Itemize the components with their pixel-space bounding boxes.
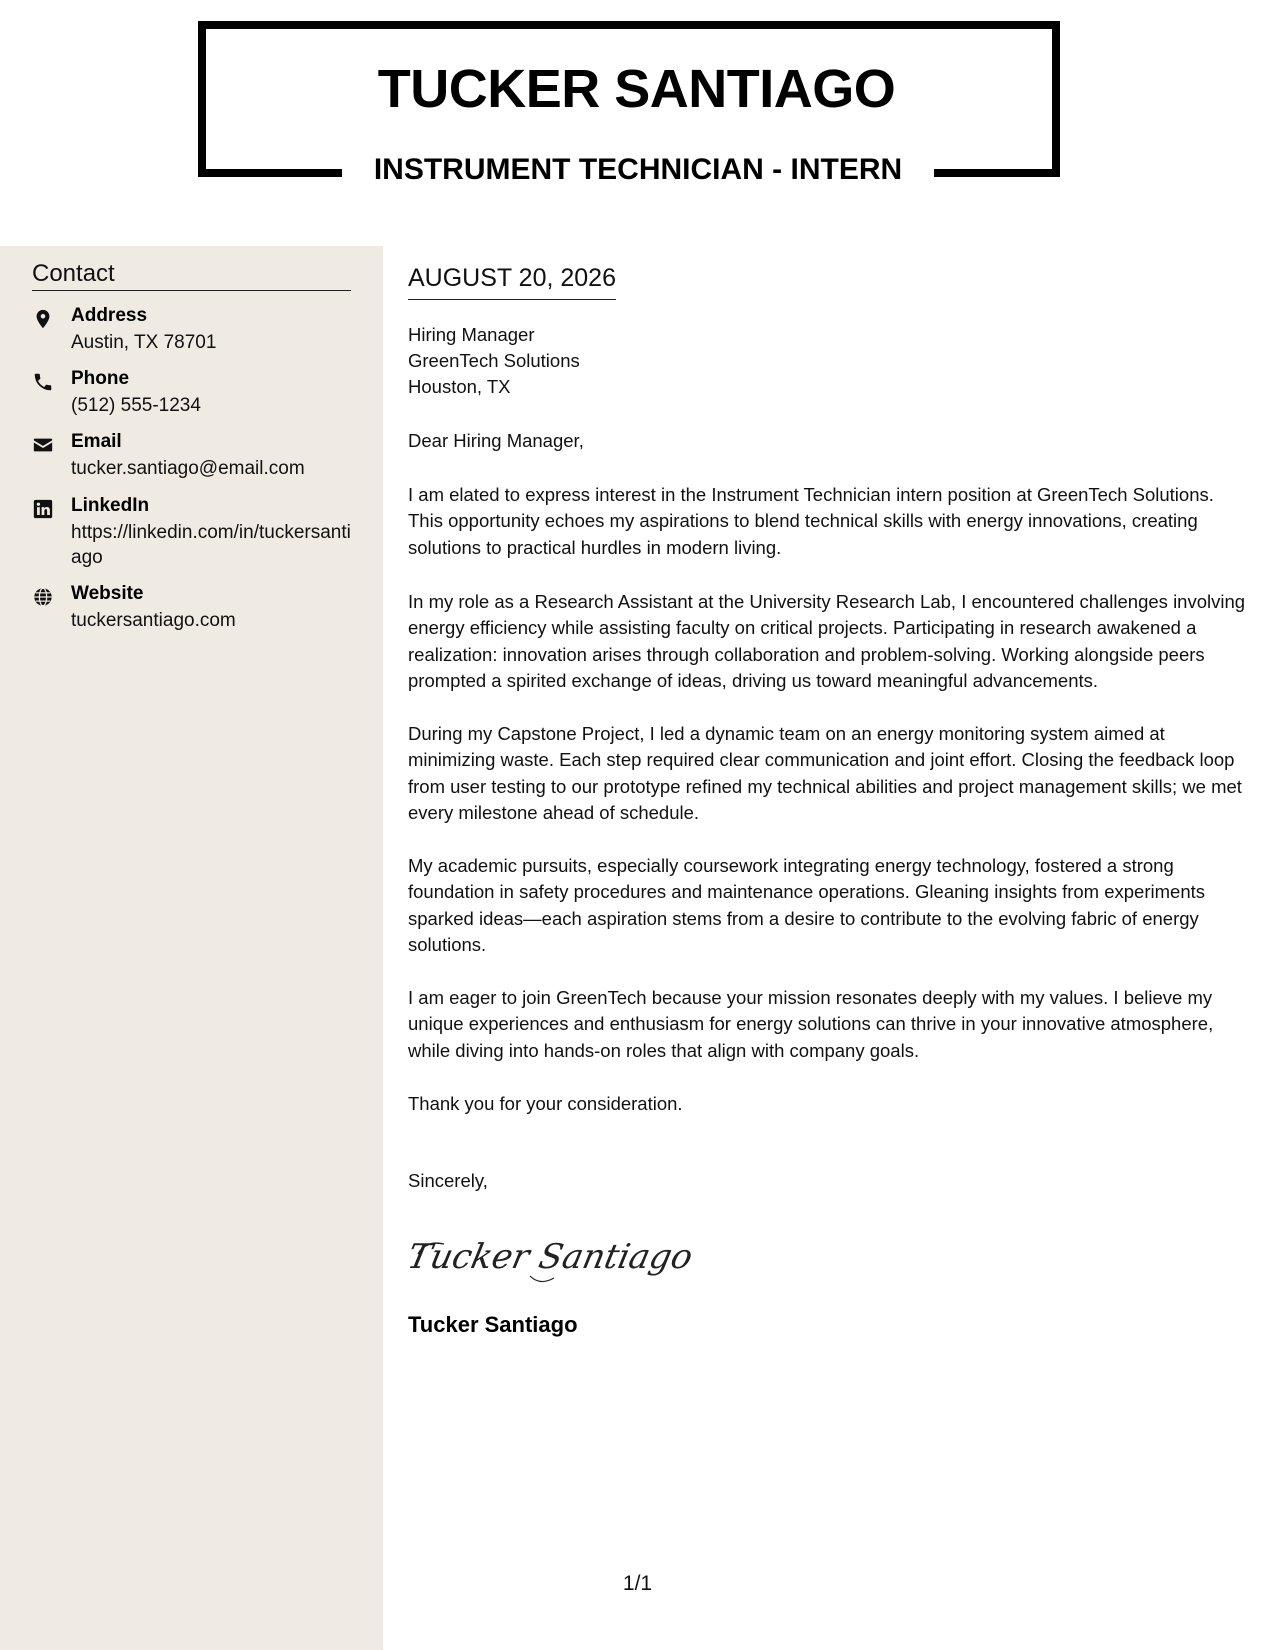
linkedin-icon [32,498,54,520]
letter-paragraph: I am elated to express interest in the Instrument Technician intern position at GreenTech Solutions. This opportunity echoes my aspirations to blend technical skills with energy innovations, creating solutions to practical hurdles in modern living. [408,484,1214,558]
name-frame-bottom-right [934,169,1060,177]
contact-value: (512) 555-1234 [71,395,201,416]
contact-label: LinkedIn [71,495,150,516]
contact-sidebar [0,246,383,1650]
recipient-line: Hiring Manager [408,324,535,345]
closing: Sincerely, [408,1170,488,1191]
envelope-icon [32,434,54,456]
contact-label: Phone [71,368,130,389]
recipient-line: Houston, TX [408,376,511,397]
contact-label: Email [71,431,122,452]
letter-paragraph: In my role as a Research Assistant at the University Research Lab, I encountered challenges involving energy efficiency while assisting faculty on critical projects. Participating in research awakened a realization: innovation arises through collaboration and problem-solving. Working alongside peers prompted a spirited exchange of ideas, driving us toward meaningful advancements. [408,591,1246,691]
contact-value[interactable]: tuckersantiago.com [71,610,236,631]
letter-paragraph: My academic pursuits, especially coursework integrating energy technology, fostered a strong foundation in safety procedures and maintenance operations. Gleaning insights from experiments sparked ideas—each aspiration stems from a desire to contribute to the evolving fabric of energy solutions. [408,855,1205,955]
contact-value: Austin, TX 78701 [71,332,217,353]
contact-heading: Contact [32,260,351,291]
phone-icon [32,371,54,393]
recipient-line: GreenTech Solutions [408,350,580,371]
page-number: 1/1 [622,1572,653,1595]
job-title: INSTRUMENT TECHNICIAN - INTERN [373,153,903,186]
handwritten-signature [403,1220,697,1290]
globe-icon [32,586,54,608]
letter-paragraph: During my Capstone Project, I led a dynamic team on an energy monitoring system aimed at minimizing waste. Each step required clear communication and joint effort. Closing the feedback loop from user testing to our prototype refined my technical abilities and project management skills; we met every milestone ahead of schedule. [408,723,1242,823]
letter-date: AUGUST 20, 2026 [408,264,616,300]
name-frame-bottom-left [198,169,342,177]
letter-paragraph: Thank you for your consideration. [408,1093,683,1114]
location-pin-icon [32,308,54,330]
signer-name: Tucker Santiago [408,1312,578,1337]
signature-text: Tucker Santiago [403,1237,697,1277]
contact-label: Website [71,583,144,604]
resume-header [0,0,1275,246]
salutation: Dear Hiring Manager, [408,430,584,451]
contact-value[interactable]: https://linkedin.com/in/tuckersantiago [71,522,351,568]
recipient-block [408,322,580,400]
letter-paragraph: I am eager to join GreenTech because your mission resonates deeply with my values. I believe my unique experiences and enthusiasm for energy solutions can thrive in your innovative atmosphere, while diving into hands-on roles that align with company goals. [408,987,1214,1061]
contact-value[interactable]: tucker.santiago@email.com [71,458,305,479]
applicant-name: TUCKER SANTIAGO [377,59,896,119]
contact-label: Address [71,305,148,326]
